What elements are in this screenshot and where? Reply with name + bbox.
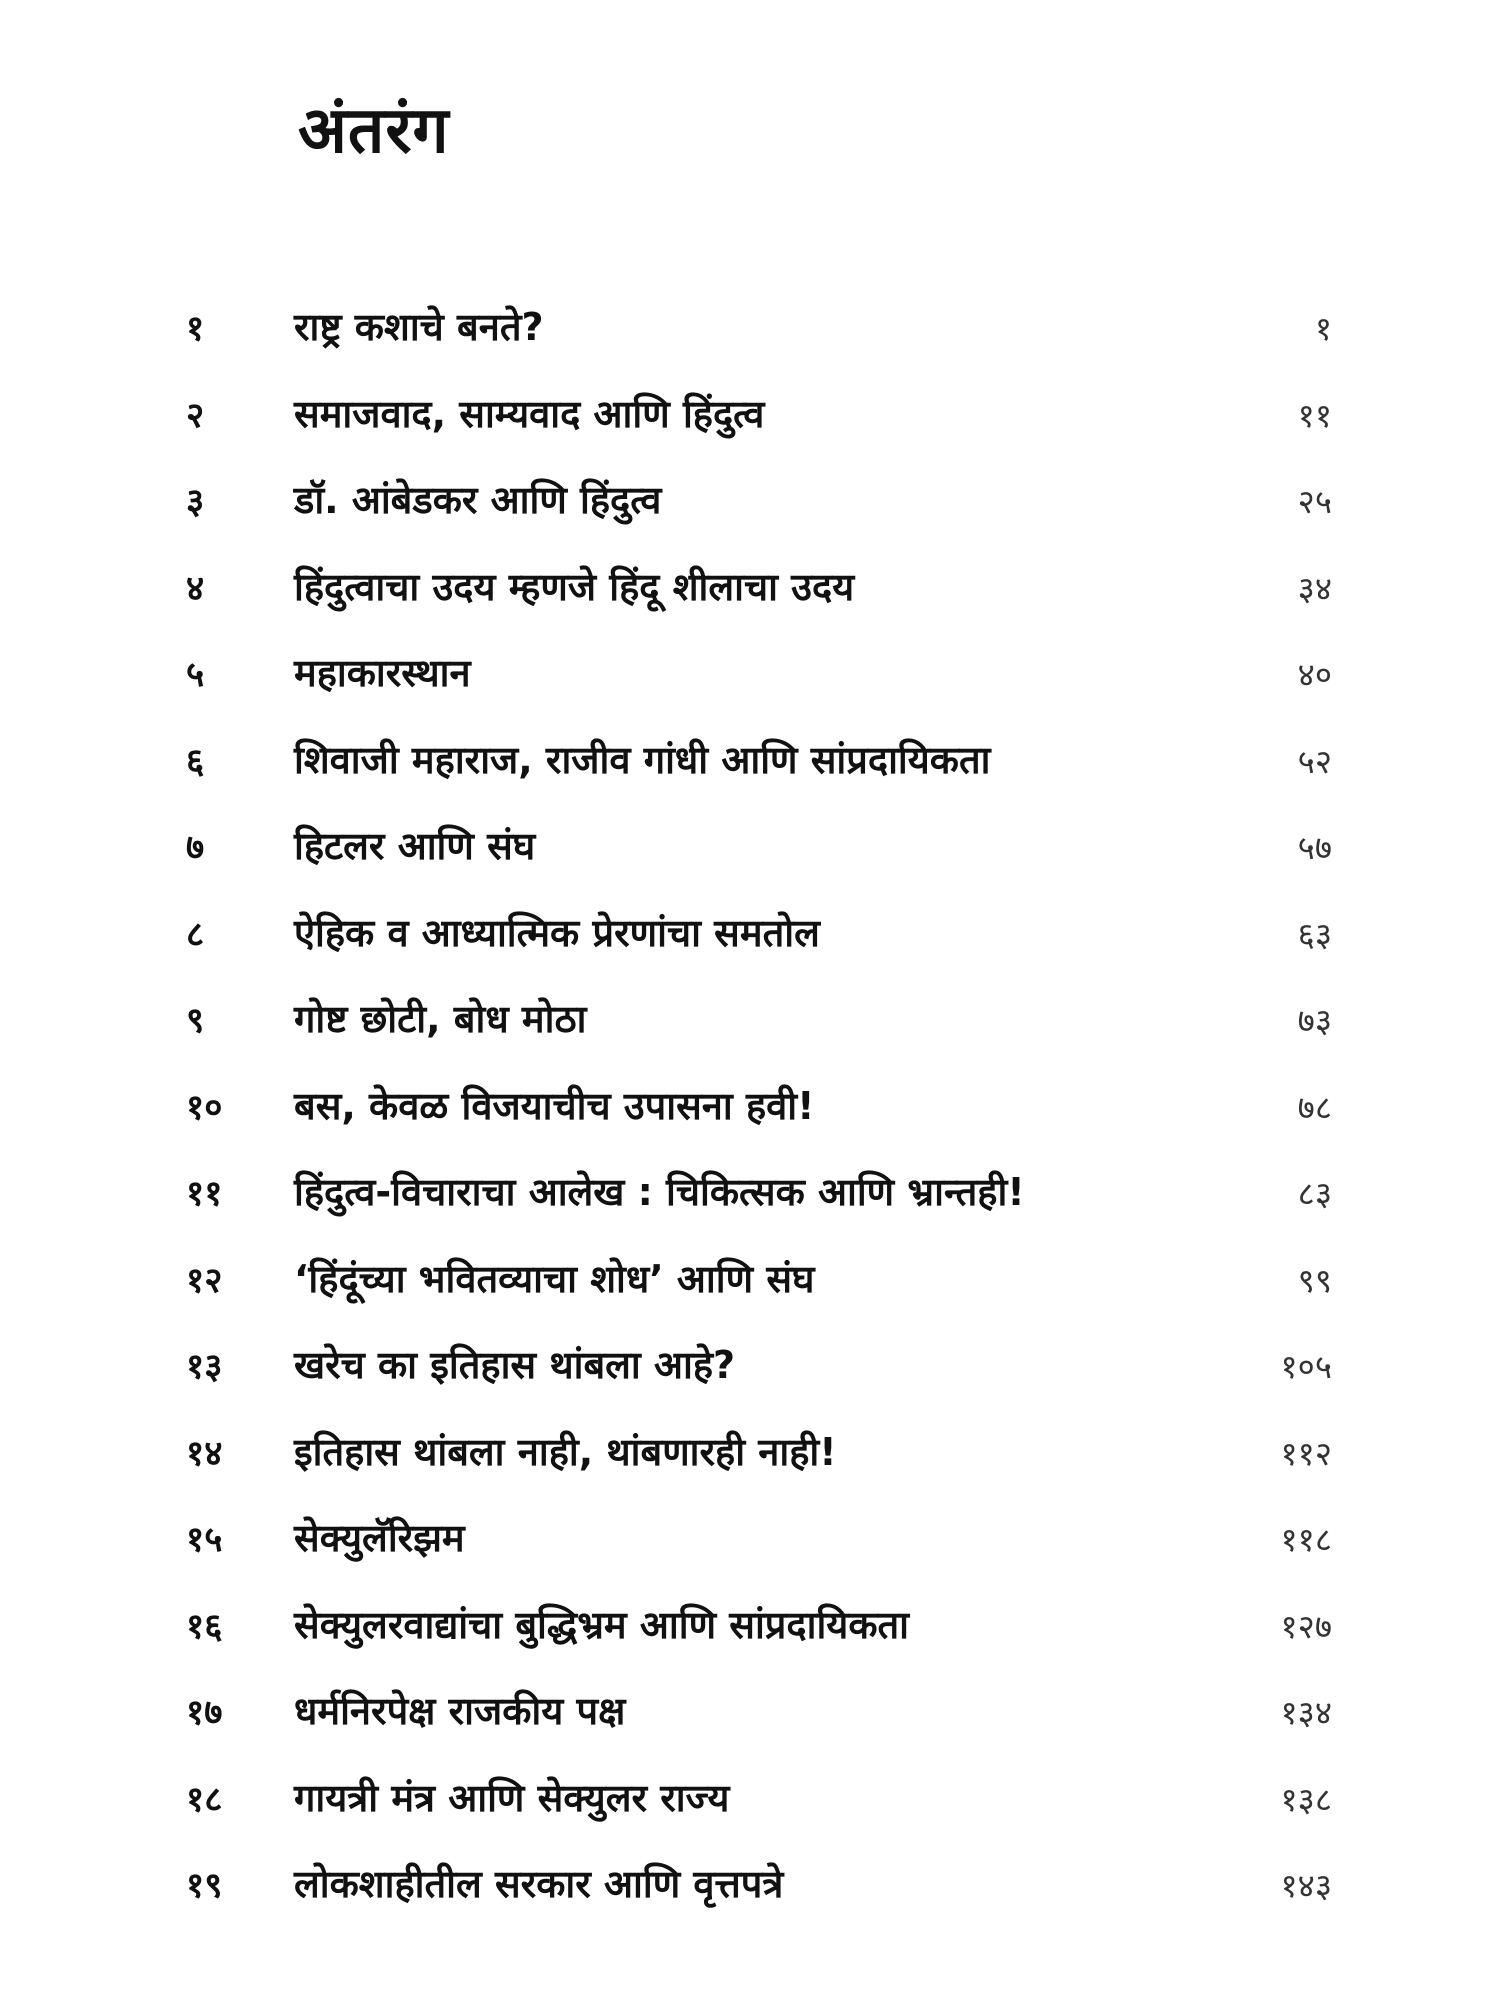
toc-entry-page-number: २५	[1297, 482, 1332, 521]
toc-entry	[0, 389, 1500, 476]
toc-entry	[0, 1513, 1500, 1600]
toc-entry-number: ६	[186, 741, 205, 782]
toc-entry	[0, 1167, 1500, 1254]
toc-entry-title: खरेच का इतिहास थांबला आहे?	[294, 1343, 736, 1387]
toc-entry-title: सेक्युलरवाद्यांचा बुद्धिभ्रम आणि सांप्रदायिकता	[294, 1602, 910, 1647]
toc-entry-title: इतिहास थांबला नाही, थांबणारही नाही!	[294, 1429, 837, 1474]
toc-entry-page-number: ७८	[1297, 1087, 1332, 1127]
toc-entry-page-number: १३८	[1280, 1779, 1332, 1819]
toc-entry-page-number: १३४	[1280, 1693, 1332, 1732]
toc-entry-title: लोकशाहीतील सरकार आणि वृत्तपत्रे	[294, 1862, 784, 1906]
table-of-contents	[0, 302, 1500, 1946]
toc-entry	[0, 648, 1500, 735]
toc-entry-number: ११	[186, 1174, 223, 1214]
toc-entry-title: हिंदुत्वाचा उदय म्हणजे हिंदू शीलाचा उदय	[294, 564, 855, 609]
toc-entry-title: हिटलर आणि संघ	[294, 824, 536, 868]
toc-entry-number: १५	[186, 1520, 223, 1560]
toc-entry-number: १४	[186, 1433, 223, 1474]
toc-entry-title: गायत्री मंत्र आणि सेक्युलर राज्य	[294, 1775, 730, 1820]
toc-entry-page-number: ५२	[1297, 741, 1332, 781]
toc-entry-title: सेक्युलॅरिझम	[294, 1516, 465, 1560]
toc-entry-title: डॉ. आंबेडकर आणि हिंदुत्व	[294, 478, 662, 522]
toc-entry	[0, 908, 1500, 995]
toc-entry-title: बस, केवळ विजयाचीच उपासना हवी!	[294, 1083, 815, 1128]
toc-entry-page-number: ११८	[1280, 1520, 1332, 1559]
toc-entry	[0, 1254, 1500, 1341]
toc-entry-number: ८	[186, 914, 205, 955]
toc-entry	[0, 994, 1500, 1081]
toc-entry-title: महाकारस्थान	[294, 651, 471, 695]
toc-entry-title: ‘हिंदूंच्या भवितव्याचा शोध’ आणि संघ	[294, 1256, 815, 1301]
toc-entry-title: शिवाजी महाराज, राजीव गांधी आणि सांप्रदायिकता	[294, 737, 991, 782]
toc-entry-number: २	[186, 395, 205, 436]
toc-entry-title: ऐहिक व आध्यात्मिक प्रेरणांचा समतोल	[294, 910, 820, 955]
toc-entry-title: धर्मनिरपेक्ष राजकीय पक्ष	[294, 1689, 626, 1733]
toc-entry	[0, 1686, 1500, 1773]
toc-entry-number: १२	[186, 1260, 223, 1301]
toc-entry-number: ५	[186, 655, 205, 695]
toc-entry-number: ३	[186, 482, 205, 522]
toc-entry-number: १०	[186, 1087, 223, 1128]
toc-entry	[0, 475, 1500, 562]
toc-entry-title: गोष्ट छोटी, बोध मोठा	[294, 997, 587, 1041]
toc-entry-page-number: ८३	[1297, 1174, 1332, 1213]
toc-entry-number: १९	[186, 1866, 223, 1906]
toc-entry-page-number: ११	[1297, 395, 1332, 435]
toc-entry-number: १७	[186, 1693, 223, 1733]
toc-entry-page-number: ११२	[1280, 1433, 1332, 1473]
toc-entry-number: १८	[186, 1779, 223, 1820]
toc-entry-number: १३	[186, 1347, 223, 1387]
toc-entry-page-number: ३४	[1297, 568, 1332, 608]
toc-entry-page-number: ९९	[1297, 1260, 1332, 1300]
toc-entry	[0, 735, 1500, 822]
toc-entry-number: १६	[186, 1606, 223, 1647]
toc-entry-page-number: ७३	[1297, 1001, 1332, 1040]
toc-entry-number: ४	[186, 568, 205, 609]
toc-entry-page-number: १०५	[1280, 1347, 1332, 1386]
toc-entry-page-number: ५७	[1297, 828, 1332, 867]
toc-entry-page-number: ६३	[1297, 914, 1332, 954]
toc-entry-page-number: १	[1314, 309, 1332, 348]
toc-entry-number: ९	[186, 1001, 205, 1041]
toc-entry	[0, 1427, 1500, 1514]
toc-entry	[0, 1081, 1500, 1168]
toc-entry-page-number: १४३	[1280, 1866, 1332, 1905]
toc-entry	[0, 302, 1500, 389]
toc-entry-page-number: ४०	[1297, 655, 1332, 694]
page-title: अंतरंग	[298, 94, 450, 168]
toc-entry	[0, 1600, 1500, 1687]
toc-entry-page-number: १२७	[1280, 1606, 1332, 1646]
toc-entry-title: समाजवाद, साम्यवाद आणि हिंदुत्व	[294, 391, 765, 436]
toc-entry	[0, 1773, 1500, 1860]
toc-entry-title: राष्ट्र कशाचे बनते?	[294, 305, 544, 349]
toc-entry	[0, 562, 1500, 649]
toc-entry	[0, 1859, 1500, 1946]
toc-entry-title: हिंदुत्व-विचाराचा आलेख : चिकित्सक आणि भ्रान्तही!	[294, 1170, 1025, 1214]
toc-entry	[0, 1340, 1500, 1427]
toc-entry-number: १	[186, 309, 205, 349]
toc-entry	[0, 821, 1500, 908]
toc-entry-number: ७	[186, 828, 205, 868]
